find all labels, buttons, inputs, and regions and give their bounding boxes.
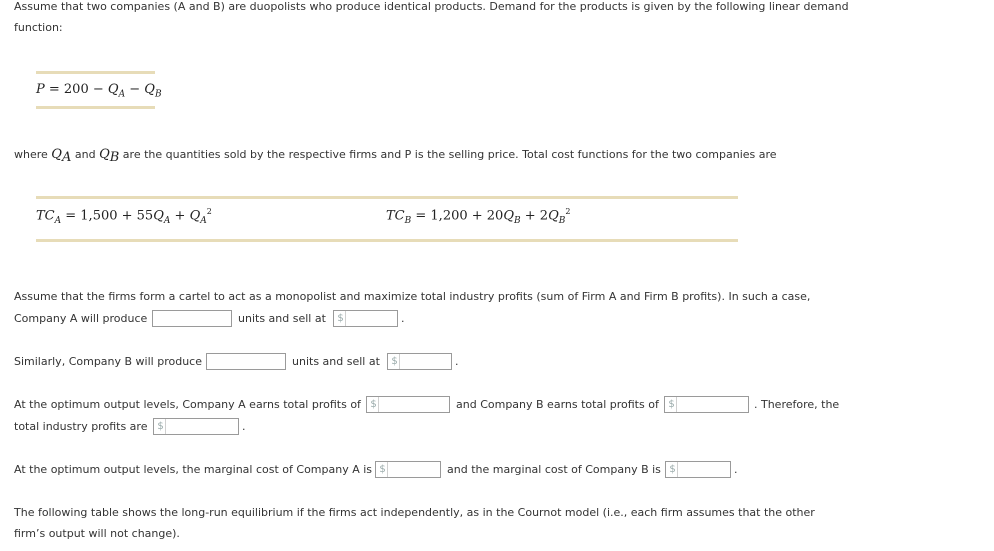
profits-b-pre: and Company B earns total profits of [456,398,659,411]
demand-qa-sub: A [118,89,126,100]
where-qb: Q [99,147,110,162]
company-a-quantity-input[interactable] [152,310,232,327]
company-b-quantity-field[interactable] [207,354,285,369]
profits-a-pre: At the optimum output levels, Company A earns total profits of [14,398,361,411]
cost-a-const: = 1,500 + 55 [65,208,154,224]
intro-line-2: function: [14,21,63,34]
profits-total-pre: total industry profits are [14,420,148,433]
company-a-profit-field[interactable] [367,397,449,412]
cost-a-lhs: TC [36,208,55,224]
where-line [14,147,777,165]
cartel-a-period: . [401,312,405,325]
cartel-line-1: Assume that the firms form a cartel to act as a monopolist and maximize total industry profits (sum of Firm A and Firm B profits). In such a case, [14,290,811,303]
intro-line-1: Assume that two companies (A and B) are duopolists who produce identical products. Demand for the products is given by the following linear demand [14,0,849,13]
demand-rule-bottom [36,106,155,109]
footer-line-2: firm’s output will not change). [14,527,180,540]
company-b-quantity-input[interactable] [206,353,286,370]
cost-b-q: Q [503,208,515,224]
demand-const: = 200 − [48,82,104,97]
cartel-b-pre: Similarly, Company B will produce [14,355,202,368]
cost-rule-bottom [36,239,738,242]
demand-qb: Q [144,82,155,97]
company-a-mc-field[interactable] [376,462,440,477]
cost-b-lhs-sub: B [404,215,412,226]
company-a-quantity-field[interactable] [153,311,231,326]
profits-period: . [242,420,246,433]
cost-b-const: = 1,200 + 20 [415,208,504,224]
cartel-a-mid: units and sell at [238,312,326,325]
cost-b-plus: + 2 [524,208,549,224]
mc-b-pre: and the marginal cost of Company B is [447,463,661,476]
company-b-mc-field[interactable] [666,462,730,477]
company-a-price-field[interactable] [334,311,397,326]
cost-a-q2-sub: A [200,215,207,226]
company-b-price-field[interactable] [388,354,451,369]
demand-equation [36,82,162,100]
cartel-b-mid: units and sell at [292,355,380,368]
where-qa-sub: A [61,150,72,166]
cartel-a-pre: Company A will produce [14,312,148,325]
demand-qb-sub: B [154,89,162,100]
company-a-profit-input[interactable] [366,396,450,413]
demand-qa: Q [107,82,119,97]
cost-a-equation [36,207,212,226]
cost-b-exp: 2 [565,207,571,216]
cost-a-lhs-sub: A [54,215,62,226]
company-b-profit-field[interactable] [665,397,748,412]
demand-rule-top [36,71,155,74]
profits-post: . Therefore, the [754,398,840,411]
cost-b-q-sub: B [514,215,521,226]
where-post: are the quantities sold by the respective firms and P is the selling price. Total cost functions for the two companies are [122,148,777,161]
mc-period: . [734,463,738,476]
cost-b-lhs: TC [386,208,405,224]
company-b-mc-input[interactable] [665,461,731,478]
cost-a-exp: 2 [206,207,212,216]
cost-a-q: Q [153,208,164,224]
cost-a-q2: Q [189,208,201,224]
cost-a-plus: + [174,208,186,224]
company-b-price-input[interactable] [387,353,452,370]
cartel-b-period: . [455,355,459,368]
demand-p: P [36,82,45,97]
where-pre: where [14,148,48,161]
cost-b-q2: Q [548,208,559,224]
mc-a-pre: At the optimum output levels, the marginal cost of Company A is [14,463,373,476]
company-a-price-input[interactable] [333,310,398,327]
cost-a-q-sub: A [163,215,171,226]
total-profit-input[interactable] [153,418,239,435]
cost-b-q2-sub: B [558,215,566,226]
company-a-mc-input[interactable] [375,461,441,478]
cost-rule-top [36,196,738,199]
total-profit-field[interactable] [154,419,238,434]
where-qa: Q [51,147,62,162]
where-qb-sub: B [109,150,120,166]
where-and: and [74,148,96,161]
footer-line-1: The following table shows the long-run equilibrium if the firms act independently, as in the Cournot model (i.e., each firm assumes that the other [14,506,815,519]
cost-b-equation [386,207,570,226]
company-b-profit-input[interactable] [664,396,749,413]
demand-minus: − [129,82,141,97]
